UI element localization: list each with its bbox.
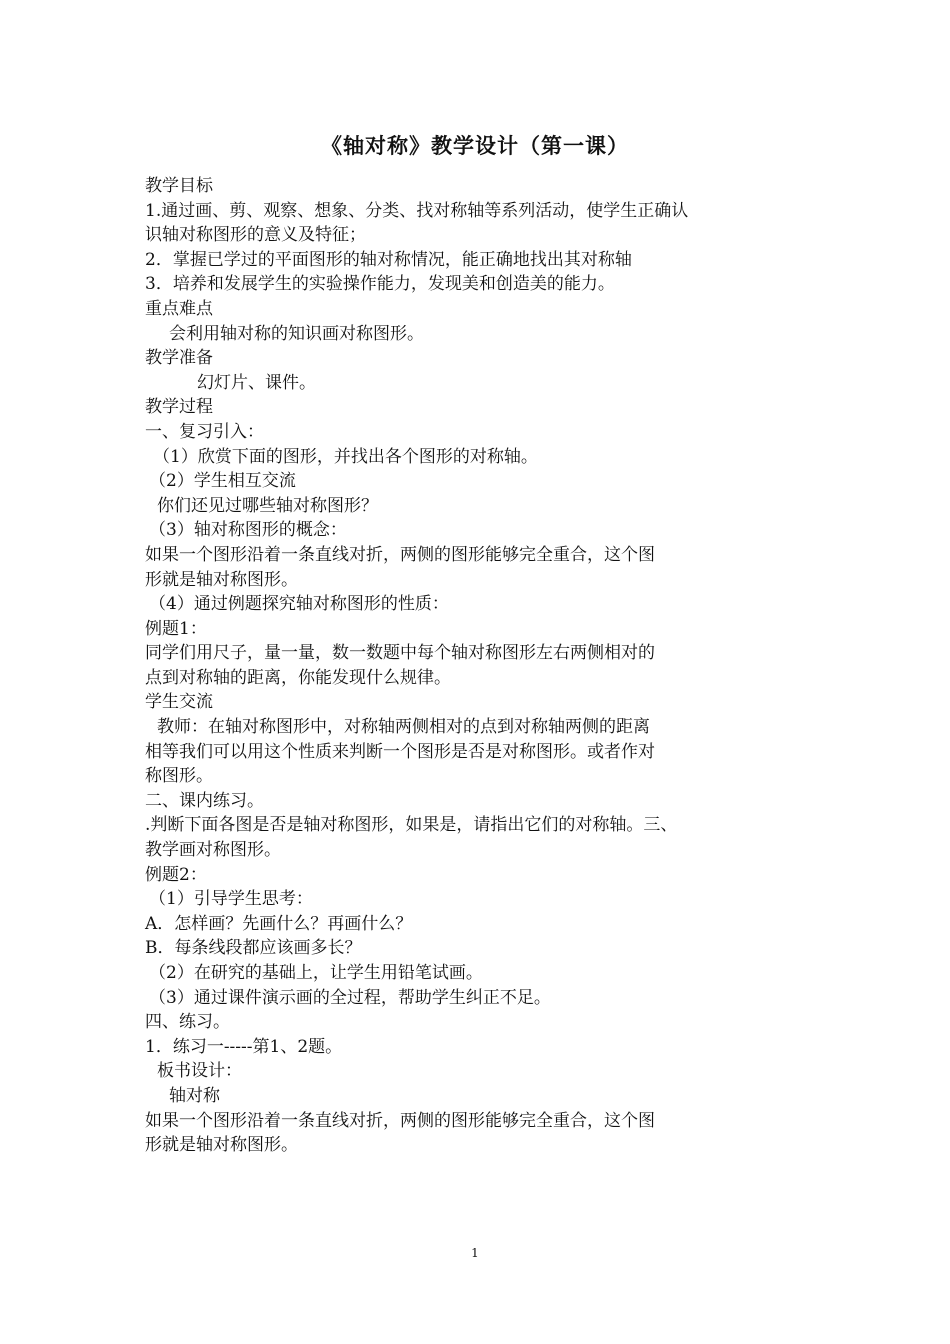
teacher-line-3: 称图形。 xyxy=(145,766,213,787)
teacher-line-1: 教师：在轴对称图形中，对称轴两侧相对的点到对称轴两侧的距离 xyxy=(157,717,650,738)
preparation-text: 幻灯片、课件。 xyxy=(197,372,316,393)
step-1: （1）欣赏下面的图形，并找出各个图形的对称轴。 xyxy=(153,446,538,467)
page-number: 1 xyxy=(471,1246,479,1260)
heading-key-points: 重点难点 xyxy=(145,298,213,319)
section-exercise: 四、练习。 xyxy=(145,1012,230,1033)
step-2-question: 你们还见过哪些轴对称图形？ xyxy=(157,495,378,516)
example-2-step-1: （1）引导学生思考： xyxy=(149,889,313,910)
example-1-line-1: 同学们用尺子，量一量，数一数题中每个轴对称图形左右两侧相对的 xyxy=(145,643,655,664)
goal-1-line-2: 识轴对称图形的意义及特征； xyxy=(145,225,366,246)
exercise-item-1: 1．练习一-----第1、2题。 xyxy=(145,1036,343,1057)
heading-preparation: 教学准备 xyxy=(145,348,213,369)
section-review-intro: 一、复习引入： xyxy=(145,421,264,442)
goal-3: 3．培养和发展学生的实验操作能力，发现美和创造美的能力。 xyxy=(145,274,615,295)
goal-2: 2．掌握已学过的平面图形的轴对称情况，能正确地找出其对称轴 xyxy=(145,249,632,270)
step-2: （2）学生相互交流 xyxy=(149,471,296,492)
document-body xyxy=(145,174,825,1158)
question-a: A．怎样画？先画什么？再画什么？ xyxy=(145,913,413,934)
blackboard-design-label: 板书设计： xyxy=(157,1061,242,1082)
example-1-line-2: 点到对称轴的距离，你能发现什么规律。 xyxy=(145,667,451,688)
goal-1-line-1: 1.通过画、剪、观察、想象、分类、找对称轴等系列活动，使学生正确认 xyxy=(145,200,689,221)
heading-teaching-goals: 教学目标 xyxy=(145,176,213,196)
student-exchange: 学生交流 xyxy=(145,692,213,713)
heading-teaching-process: 教学过程 xyxy=(145,397,213,418)
blackboard-title: 轴对称 xyxy=(169,1085,220,1106)
practice-line-1: .判断下面各图是否是轴对称图形，如果是，请指出它们的对称轴。三、 xyxy=(145,815,678,836)
example-1-label: 例题1： xyxy=(145,618,207,639)
step-4: （4）通过例题探究轴对称图形的性质： xyxy=(149,594,449,615)
document-title: 《轴对称》教学设计（第一课） xyxy=(321,133,629,158)
practice-line-2: 教学画对称图形。 xyxy=(145,840,281,861)
blackboard-definition-line-2: 形就是轴对称图形。 xyxy=(145,1135,298,1156)
section-class-practice: 二、课内练习。 xyxy=(145,790,264,811)
definition-line-2: 形就是轴对称图形。 xyxy=(145,569,298,590)
question-b: B．每条线段都应该画多长？ xyxy=(145,938,362,959)
definition-line-1: 如果一个图形沿着一条直线对折，两侧的图形能够完全重合，这个图 xyxy=(145,544,655,565)
key-point-text: 会利用轴对称的知识画对称图形。 xyxy=(169,323,424,344)
example-2-step-2: （2）在研究的基础上，让学生用铅笔试画。 xyxy=(149,963,483,983)
step-3: （3）轴对称图形的概念： xyxy=(149,520,347,541)
blackboard-definition-line-1: 如果一个图形沿着一条直线对折，两侧的图形能够完全重合，这个图 xyxy=(145,1110,655,1131)
example-2-label: 例题2： xyxy=(145,864,207,885)
example-2-step-3: （3）通过课件演示画的全过程，帮助学生纠正不足。 xyxy=(149,987,551,1008)
teacher-line-2: 相等我们可以用这个性质来判断一个图形是否是对称图形。或者作对 xyxy=(145,741,655,762)
